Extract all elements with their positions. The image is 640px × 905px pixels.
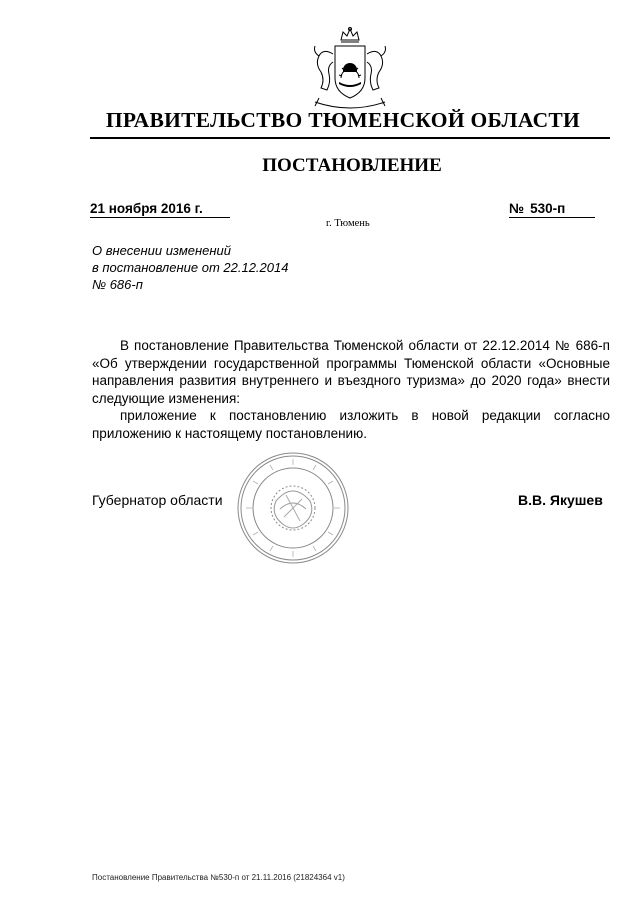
signatory-name: В.В. Якушев [518,492,603,508]
subject-line: в постановление от 22.12.2014 [92,260,289,275]
signatory-position: Губернатор области [92,492,223,508]
document-body [92,337,610,442]
official-seal-icon [236,451,350,565]
body-paragraph: приложение к постановлению изложить в новой редакции согласно приложению к настоящему постановлению. [92,408,610,441]
subject-line: О внесении изменений [92,243,231,258]
document-subject [92,242,332,293]
number-label: № [509,201,525,216]
number-value: 530-п [530,201,566,216]
header-rule [90,137,610,139]
footer-note: Постановление Правительства №530-п от 21.11.2016 (21824364 v1) [92,873,345,882]
coat-of-arms-icon [305,26,395,118]
document-date: 21 ноября 2016 г. [90,201,230,218]
subject-line: № 686-п [92,277,143,292]
document-type: ПОСТАНОВЛЕНИЕ [262,155,442,176]
city: г. Тюмень [326,218,370,229]
document-number [509,201,595,218]
government-title: ПРАВИТЕЛЬСТВО ТЮМЕНСКОЙ ОБЛАСТИ [105,108,581,132]
body-paragraph: В постановление Правительства Тюменской области от 22.12.2014 № 686-п «Об утверждении государственной программы Тюменской области «Основные направления развития внутреннего и въездного туризма» до 2020 года» внести следующие изменения: [92,338,610,406]
